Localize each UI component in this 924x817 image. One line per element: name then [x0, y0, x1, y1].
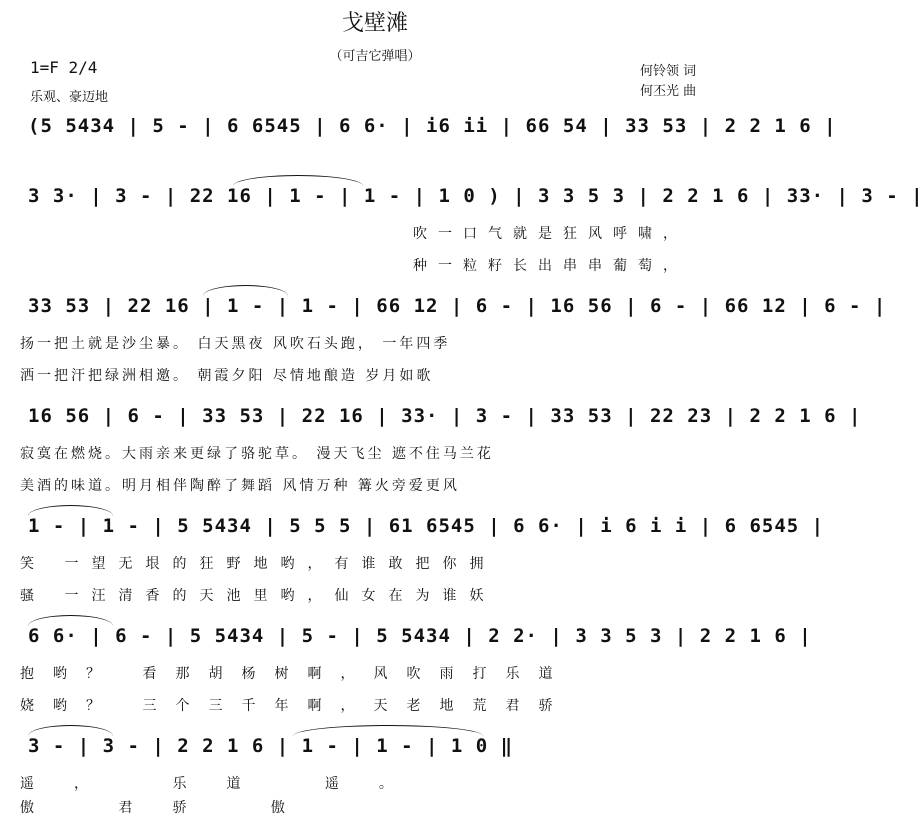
notation-line: 3 3· | 3 - | 22 16 | 1 - | 1 - | 1 0 ) | 3 3 5 3 | 2 2 1 6 | 33· | 3 - |: [28, 185, 924, 207]
song-subtitle: （可吉它弹唱）: [329, 49, 421, 64]
lyricist-credit: 何铃领 词: [640, 64, 697, 79]
lyric-verse-2: 傲 君骄 傲: [20, 800, 325, 816]
notation-line: 33 53 | 22 16 | 1 - | 1 - | 66 12 | 6 - | 16 56 | 6 - | 66 12 | 6 - |: [28, 295, 887, 317]
key-signature: 1=F 2/4: [30, 58, 98, 77]
notation-line: 3 - | 3 - | 2 2 1 6 | 1 - | 1 - | 1 0 ‖: [28, 735, 514, 757]
composer-credit: 何丕光 曲: [640, 84, 697, 99]
score-system-4: [20, 405, 862, 500]
lyric-verse-1: 笑 一望无垠的狂野地哟，有谁敢把你拥: [20, 556, 497, 572]
lyric-verse-1: 吹一口气就是狂风呼啸，: [413, 226, 688, 242]
lyric-verse-2: 娆哟？ 三个三千年啊，天老地荒君骄: [20, 698, 572, 714]
lyric-verse-2: 种一粒籽长出串串葡萄，: [413, 258, 688, 274]
score-system-7: [20, 735, 728, 816]
score-system-2: [28, 185, 924, 280]
score-system-5: [20, 515, 825, 610]
song-title: 戈壁滩: [341, 11, 408, 36]
lyric-verse-2: 洒一把汗把绿洲相邀。 朝霞夕阳 尽情地酿造 岁月如歌: [20, 368, 434, 384]
notation-line: 1 - | 1 - | 5 5434 | 5 5 5 | 61 6545 | 6 6· | i 6 i i | 6 6545 |: [28, 515, 825, 537]
lyric-verse-1: 扬一把土就是沙尘暴。 白天黑夜 风吹石头跑， 一年四季: [20, 336, 451, 352]
notation-line: 6 6· | 6 - | 5 5434 | 5 - | 5 5434 | 2 2· | 3 3 5 3 | 2 2 1 6 |: [28, 625, 812, 647]
notation-line: 16 56 | 6 - | 33 53 | 22 16 | 33· | 3 - | 33 53 | 22 23 | 2 2 1 6 |: [28, 405, 862, 427]
tempo-mood: 乐观、豪迈地: [30, 90, 109, 105]
score-system-3: [20, 295, 887, 390]
lyric-verse-1: 抱哟？ 看那胡杨树啊，风吹雨打乐道: [20, 666, 572, 682]
lyric-verse-1: 遥， 乐道 遥。: [20, 776, 433, 792]
lyric-verse-2: 美酒的味道。明月相伴陶醉了舞蹈 风情万种 篝火旁爱更风: [20, 478, 460, 494]
score-system-6: [20, 625, 812, 720]
score-system-1: [28, 115, 837, 155]
lyric-verse-2: 骚 一汪清香的天池里哟，仙女在为谁妖: [20, 588, 497, 604]
lyric-verse-1: 寂寞在燃烧。大雨亲来更绿了骆驼草。 漫天飞尘 遮不住马兰花: [20, 446, 494, 462]
notation-line: (5 5434 | 5 - | 6 6545 | 6 6· | i6 ii | 66 54 | 33 53 | 2 2 1 6 |: [28, 115, 837, 137]
